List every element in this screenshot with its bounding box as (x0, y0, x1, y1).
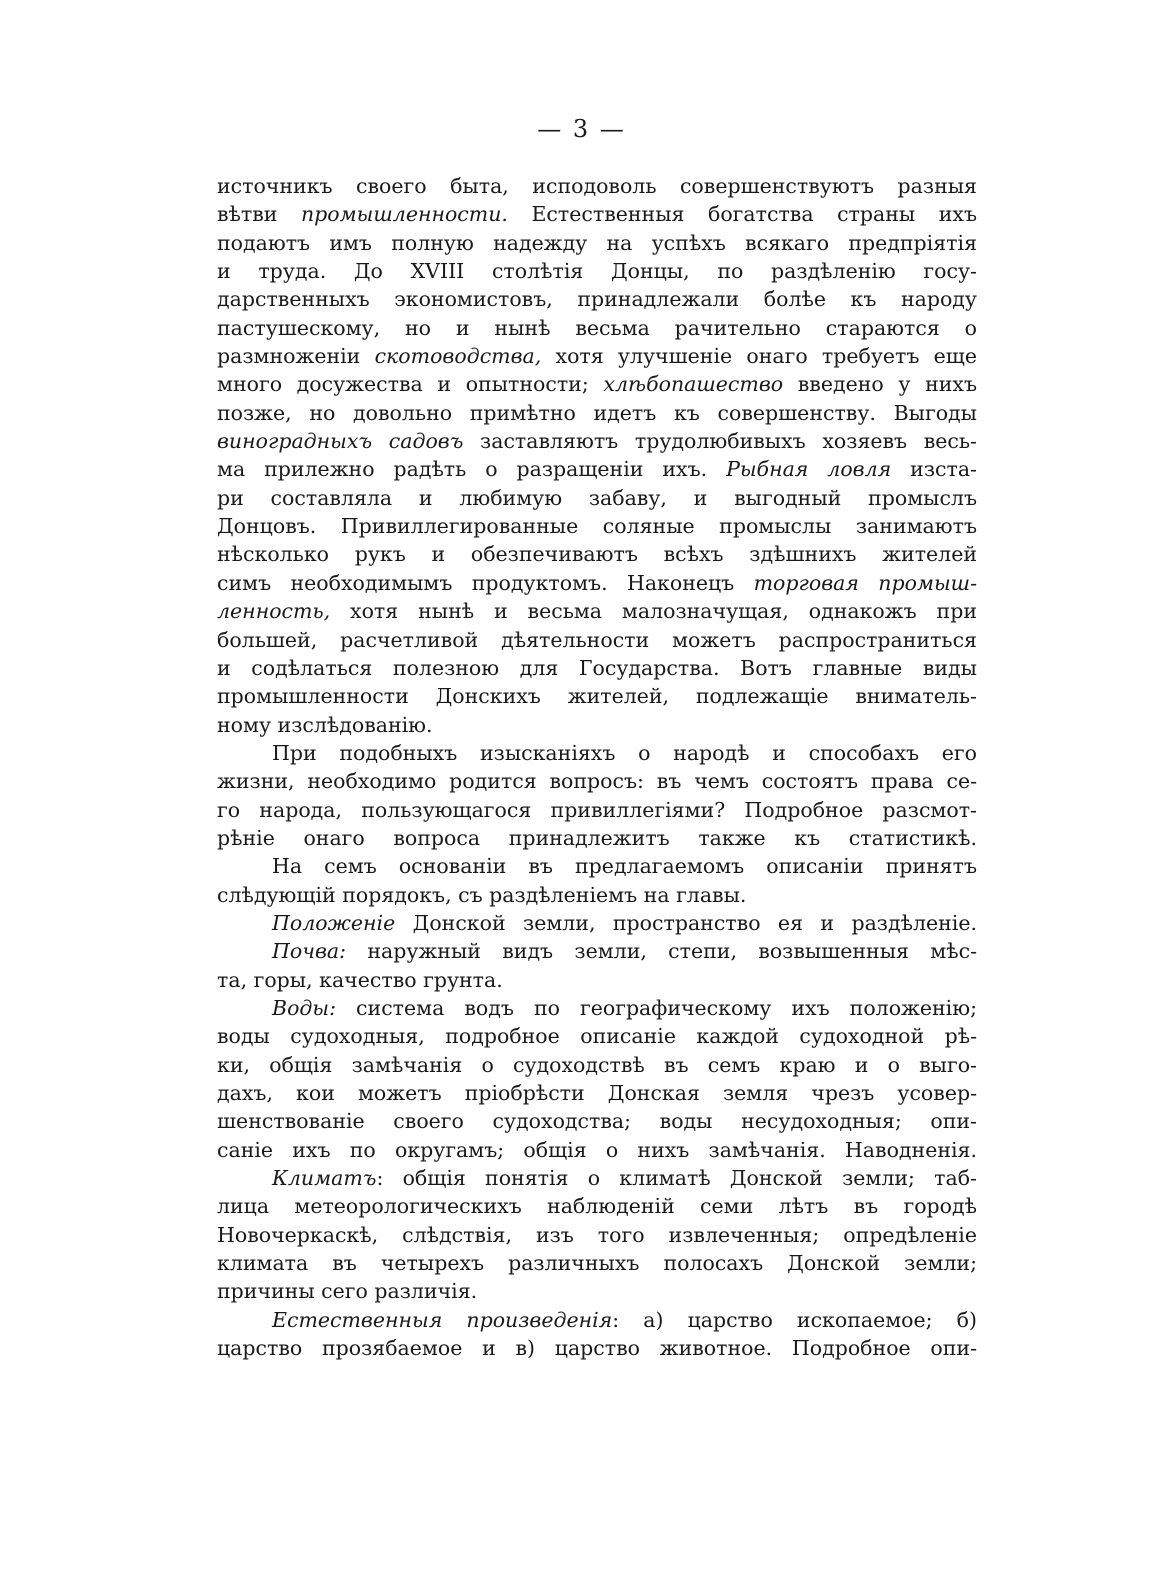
text-line (217, 1107, 977, 1135)
text-run: ри составляла и любимую забаву, и выгодный промыслъ (217, 485, 977, 510)
text-line (217, 994, 977, 1022)
text-run: Новочеркаскѣ, слѣдствія, изъ того извлеченныя; опредѣленіе (217, 1222, 977, 1247)
text-line (217, 937, 977, 965)
text-line (217, 739, 977, 767)
text-line (217, 711, 977, 739)
text-line (217, 682, 977, 710)
text-line (217, 455, 977, 483)
text-run: источникъ своего быта, исподоволь совершенствуютъ разныя (217, 174, 977, 198)
text-run: Донской земли, пространство ея и раздѣленіе. (395, 910, 977, 935)
text-run: При подобныхъ изысканіяхъ о народѣ и способахъ его (272, 740, 977, 765)
text-run: Донцовъ. Привиллегированные соляные промыслы занимаютъ (217, 514, 977, 539)
text-run: : общія понятія о климатѣ Донской земли; таб- (376, 1166, 977, 1191)
text-run: шенствованіе своего судоходства; воды несудоходныя; опи- (217, 1109, 977, 1134)
text-run: много досужества и опытности; (217, 372, 604, 397)
text-run: воды судоходныя, подробное описаніе каждой судоходной рѣ- (217, 1024, 977, 1049)
text-run: причины сего различія. (217, 1279, 478, 1304)
text-run: система водъ по географическому ихъ положенію; (336, 995, 977, 1020)
text-run: и содѣлаться полезною для Государства. Вотъ главные виды (217, 655, 977, 680)
text-line (217, 966, 977, 994)
text-line (217, 796, 977, 824)
text-run: изста- (891, 457, 977, 482)
italic-text: Воды: (272, 995, 337, 1020)
text-run: позже, но довольно примѣтно идетъ къ совершенству. Выгоды (217, 400, 977, 425)
text-run: промышленности Донскихъ жителей, подлежащіе вниматель- (217, 684, 977, 709)
text-line (217, 229, 977, 257)
text-run: жизни, необходимо родится вопросъ: въ чемъ состоятъ права се- (217, 769, 977, 794)
text-line (217, 1306, 977, 1334)
italic-text: Климатъ (272, 1166, 377, 1191)
text-run: симъ необходимымъ продуктомъ. Наконецъ (217, 570, 754, 595)
text-run: нѣсколько рукъ и обезпечиваютъ всѣхъ здѣшнихъ жителей (217, 542, 977, 567)
text-line (217, 1079, 977, 1107)
text-line (217, 399, 977, 427)
italic-text: промышленности. (300, 202, 508, 227)
text-line (217, 569, 977, 597)
text-run: На семъ основаніи въ предлагаемомъ описаніи принятъ (272, 854, 977, 879)
text-line (217, 427, 977, 455)
text-line (217, 909, 977, 937)
text-line (217, 824, 977, 852)
text-line (217, 512, 977, 540)
text-run: слѣдующій порядокъ, съ раздѣленіемъ на главы. (217, 882, 747, 907)
text-run: рѣніе онаго вопроса принадлежитъ также къ статистикѣ. (217, 825, 977, 850)
text-run: царство прозябаемое и в) царство животное. Подробное опи- (217, 1336, 977, 1361)
text-line (217, 1249, 977, 1277)
text-run: лица метеорологическихъ наблюденій семи лѣтъ въ городѣ (217, 1194, 977, 1219)
text-line (217, 654, 977, 682)
text-run: ному изслѣдованію. (217, 712, 433, 737)
italic-text: торговая промыш- (753, 570, 977, 595)
text-run: та, горы, качество грунта. (217, 967, 503, 992)
text-line (217, 1277, 977, 1305)
text-run: ма прилежно радѣть о разращеніи ихъ. (217, 457, 727, 482)
text-run: пастушескому, но и нынѣ весьма рачительно стараются о (217, 315, 977, 340)
text-line (217, 370, 977, 398)
text-line (217, 172, 977, 200)
italic-text: виноградныхъ садовъ (217, 429, 464, 454)
text-run: подаютъ имъ полную надежду на успѣхъ всякаго предпріятія (217, 230, 977, 255)
text-line (217, 1192, 977, 1220)
text-run: климата въ четырехъ различныхъ полосахъ Донской земли; (217, 1251, 977, 1276)
text-line (217, 1022, 977, 1050)
text-line (217, 1051, 977, 1079)
text-run: : а) царство ископаемое; б) (612, 1307, 977, 1332)
italic-text: Естественныя произведенія (272, 1307, 613, 1332)
text-run: наружный видъ земли, степи, возвышенныя мѣс- (346, 939, 977, 964)
text-run: саніе ихъ по округамъ; общія о нихъ замѣчанія. Наводненія. (217, 1137, 977, 1162)
text-run: большей, расчетливой дѣятельности можетъ распространиться (217, 627, 977, 652)
text-run: размноженіи (217, 344, 375, 369)
text-line (217, 852, 977, 880)
italic-text: Положеніе (272, 910, 396, 935)
text-line (217, 881, 977, 909)
text-line (217, 285, 977, 313)
text-line (217, 257, 977, 285)
text-run: дарственныхъ экономистовъ, принадлежали болѣе къ народу (217, 287, 977, 312)
text-run: вѣтви (217, 202, 301, 227)
text-run: ки, общія замѣчанія о судоходствѣ въ семъ краю и о выго- (217, 1052, 977, 1077)
italic-text: Рыбная ловля (726, 457, 892, 482)
italic-text: Почва: (272, 939, 347, 964)
text-run: введено у нихъ (783, 372, 977, 397)
text-run: и труда. До XVIII столѣтія Донцы, по раздѣленію госу- (217, 259, 977, 284)
text-run: дахъ, кои можетъ пріобрѣсти Донская земля чрезъ усовер- (217, 1081, 977, 1105)
body-text (217, 172, 977, 1362)
text-line (217, 314, 977, 342)
text-line (217, 540, 977, 568)
text-run: хотя улучшеніе онаго требуетъ еще (541, 344, 977, 369)
text-run: Естественныя богатства страны ихъ (507, 202, 977, 227)
text-line (217, 626, 977, 654)
text-line (217, 1136, 977, 1164)
text-line (217, 597, 977, 625)
text-run: го народа, пользующагося привиллегіями? Подробное разсмот- (217, 797, 977, 822)
text-line (217, 342, 977, 370)
text-line (217, 1334, 977, 1362)
page-number: — 3 — (537, 115, 626, 143)
text-line (217, 1164, 977, 1192)
text-line (217, 200, 977, 228)
text-line (217, 484, 977, 512)
text-line (217, 767, 977, 795)
text-line (217, 1221, 977, 1249)
italic-text: хлѣбопашество (603, 372, 784, 397)
text-run: заставляютъ трудолюбивыхъ хозяевъ весь- (463, 429, 977, 454)
italic-text: ленность, (217, 599, 331, 624)
text-run: хотя нынѣ и весьма малозначущая, однакожъ при (330, 599, 977, 624)
italic-text: скотоводства, (374, 344, 542, 369)
